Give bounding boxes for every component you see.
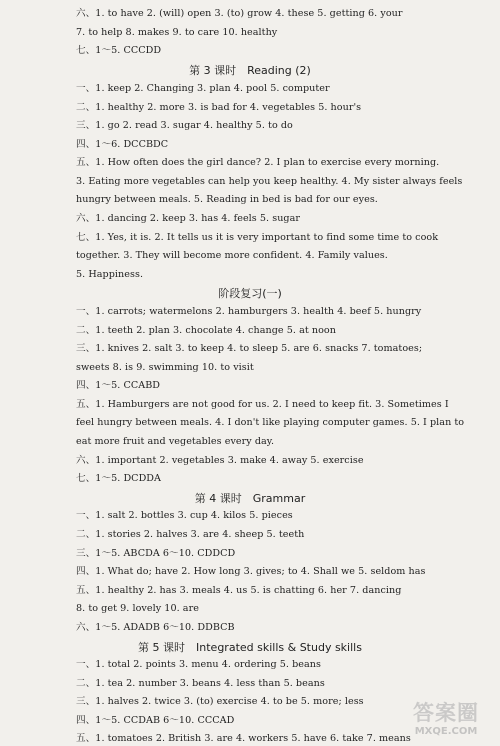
site-watermark — [400, 700, 492, 742]
answer-line: 四、1～6. DCCBDC — [76, 139, 169, 150]
answer-line: 七、1～5. CCCDD — [76, 45, 162, 56]
answer-line: 5. Happiness. — [76, 269, 144, 280]
answer-line: 3. Eating more vegetables can help you keep healthy. 4. My sister always feels — [76, 176, 463, 187]
answer-line: 七、1. Yes, it is. 2. It tells us it is very important to find some time to cook — [76, 232, 439, 243]
answer-line: 二、1. stories 2. halves 3. are 4. sheep 5. teeth — [76, 529, 305, 540]
answer-line: 一、1. keep 2. Changing 3. plan 4. pool 5. computer — [76, 83, 330, 94]
answer-line: 五、1. Hamburgers are not good for us. 2. I need to keep fit. 3. Sometimes I — [76, 399, 449, 410]
section-heading: 第 4 课时 Grammar — [194, 492, 306, 505]
answer-line: 五、1. How often does the girl dance? 2. I plan to exercise every morning. — [76, 157, 440, 168]
answer-line: 六、1. to have 2. (will) open 3. (to) grow 4. these 5. getting 6. your — [76, 8, 403, 19]
answer-line: 一、1. carrots; watermelons 2. hamburgers 3. health 4. beef 5. hungry — [76, 306, 422, 317]
answer-line: eat more fruit and vegetables every day. — [76, 436, 275, 447]
answer-line: 七、1～5. DCDDA — [76, 473, 162, 484]
answer-line: 五、1. healthy 2. has 3. meals 4. us 5. is chatting 6. her 7. dancing — [76, 585, 402, 596]
answer-line: 三、1. knives 2. salt 3. to keep 4. to sleep 5. are 6. snacks 7. tomatoes; — [76, 343, 423, 354]
answer-line: 三、1～5. ABCDA 6～10. CDDCD — [76, 548, 236, 559]
section-heading: 第 5 课时 Integrated skills & Study skills — [138, 641, 362, 654]
answer-line: 六、1. important 2. vegetables 3. make 4. away 5. exercise — [76, 455, 364, 466]
answer-line: 三、1. halves 2. twice 3. (to) exercise 4. to be 5. more; less — [76, 696, 364, 707]
answer-line: sweets 8. is 9. swimming 10. to visit — [76, 362, 254, 373]
answer-line: together. 3. They will become more confident. 4. Family values. — [76, 250, 388, 261]
answer-line: 四、1～5. CCDAB 6～10. CCCAD — [76, 715, 235, 726]
watermark-logo-text: 答案圈 — [413, 701, 479, 725]
answer-line: 五、1. tomatoes 2. British 3. are 4. workers 5. have 6. take 7. means — [76, 733, 411, 744]
answer-line: 一、1. total 2. points 3. menu 4. ordering 5. beans — [76, 659, 321, 670]
section-heading: 阶段复习(一) — [218, 287, 282, 300]
answer-line: 一、1. salt 2. bottles 3. cup 4. kilos 5. pieces — [76, 510, 293, 521]
answer-line: 六、1. dancing 2. keep 3. has 4. feels 5. sugar — [76, 213, 301, 224]
answer-line: 三、1. go 2. read 3. sugar 4. healthy 5. to do — [76, 120, 293, 131]
answer-line: feel hungry between meals. 4. I don't like playing computer games. 5. I plan to — [76, 417, 465, 428]
answer-line: 二、1. healthy 2. more 3. is bad for 4. vegetables 5. hour's — [76, 102, 362, 113]
answer-line: hungry between meals. 5. Reading in bed is bad for our eyes. — [76, 194, 378, 205]
answer-line: 六、1～5. ADADB 6～10. DDBCB — [76, 622, 235, 633]
answer-line: 四、1. What do; have 2. How long 3. gives; to 4. Shall we 5. seldom has — [76, 566, 426, 577]
watermark-url: MXQE.COM — [414, 726, 478, 737]
answer-line: 二、1. teeth 2. plan 3. chocolate 4. change 5. at noon — [76, 325, 336, 336]
answer-line: 7. to help 8. makes 9. to care 10. healthy — [76, 27, 278, 38]
answer-line: 二、1. tea 2. number 3. beans 4. less than 5. beans — [76, 678, 325, 689]
section-heading: 第 3 课时 Reading (2) — [189, 64, 311, 77]
answer-line: 8. to get 9. lovely 10. are — [76, 603, 199, 614]
answer-line: 四、1～5. CCABD — [76, 380, 161, 391]
